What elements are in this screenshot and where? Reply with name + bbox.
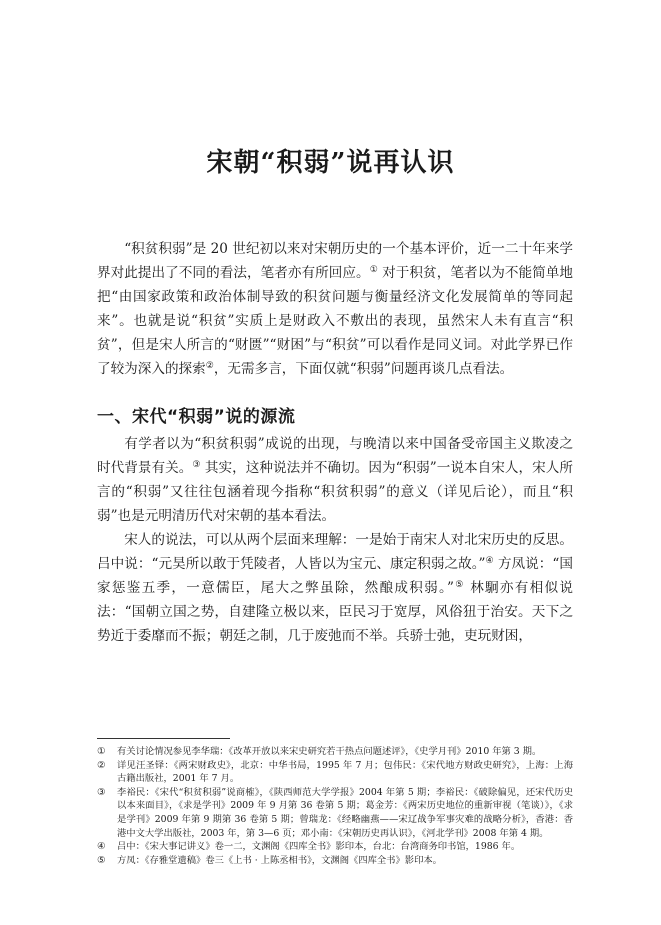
footnote-number: ③	[97, 786, 106, 798]
footnote-ref-2[interactable]: ②	[205, 361, 214, 371]
footnotes	[97, 745, 573, 867]
footnote-number: ②	[97, 759, 106, 771]
footnote-ref-5[interactable]: ⑤	[453, 580, 465, 590]
section-body	[97, 432, 573, 648]
para2-text-2: 方凤说：“国家惩鉴五季，一意儒臣，尾大之弊虽除，然酿成积弱。”	[97, 556, 573, 596]
footnote-item	[97, 854, 573, 868]
footnote-number: ⑤	[97, 854, 106, 866]
footnote-text: 详见汪圣铎：《两宋财政史》，北京：中华书局，1995 年 7 月；包伟民：《宋代地方财政史研究》，上海：上海古籍出版社，2001 年 7 月。	[117, 759, 573, 785]
footnote-divider	[97, 738, 230, 739]
paper-title: 宋朝“积弱”说再认识	[206, 148, 455, 178]
footnote-ref-3[interactable]: ③	[192, 460, 201, 470]
footnote-item	[97, 786, 573, 840]
section-paragraph-2	[97, 528, 573, 648]
intro-text-3: ，无需多言，下面仅就“积弱”问题再谈几点看法。	[213, 361, 514, 377]
para1-text-1: 有学者以为“积贫积弱”成说的出现，与晚清以来中国备受帝国主义欺凌之时代背景有关。	[97, 436, 573, 476]
footnote-text: 有关讨论情况参见李华瑞：《改革开放以来宋史研究若干热点问题述评》，《史学月刊》2010 年第 3 期。	[117, 746, 542, 757]
section-heading: 一、宋代“积弱”说的源流	[97, 407, 296, 427]
footnote-text: 李裕民：《宋代“积贫积弱”说商榷》，《陕西师范大学学报》2004 年第 5 期；李裕民：《破除偏见，还宋代历史以本来面目》，《求是学刊》2009 年 9 月第 36 卷第 5 期；葛金芳：《两宋历史地位的重新审视（笔谈）》，《求是学刊》2009 年第 9 期第 36 卷第 5 期；曾瑞龙：《经略幽燕——宋辽战争军事灾难的战略分析》，香港：香港中文大学出版社，2003 年，第 3—6 页；邓小南：《宋朝历史再认识》，《河北学刊》2008 年第 4 期。	[117, 786, 573, 839]
intro-text-2: 对于积贫，笔者以为不能简单地把“由国家政策和政治体制导致的积贫问题与衡量经济文化发展简单的等同起来”。也就是说“积贫”实质上是财政入不敷出的表现，虽然宋人未有直言“积贫”，但是宋人所言的“财匮”“财困”与“积贫”可以看作是同义词。对此学界已作了较为深入的探索	[97, 265, 573, 377]
section-paragraph-1	[97, 432, 573, 528]
footnote-text: 吕中：《宋大事记讲义》卷一二，文渊阁《四库全书》影印本，台北：台湾商务印书馆，1986 年。	[117, 841, 521, 853]
footnote-item	[97, 745, 573, 759]
intro-section	[97, 237, 573, 381]
intro-text-1: “积贫积弱”是 20 世纪初以来对宋朝历史的一个基本评价，近一二十年来学界对此提出了不同的看法，笔者亦有所回应。	[97, 241, 573, 281]
footnote-number: ①	[97, 746, 106, 757]
para1-text-2: 其实，这种说法并不确切。因为“积弱”一说本自宋人，宋人所言的“积弱”又往往包涵着现今指称“积贫积弱”的意义（详见后论），而且“积弱”也是元明清历代对宋朝的基本看法。	[97, 460, 574, 524]
footnote-text: 方凤：《存雅堂遗稿》卷三《上书 · 上陈丞相书》，文渊阁《四库全书》影印本。	[117, 854, 442, 866]
footnote-number: ④	[97, 841, 106, 853]
intro-paragraph	[97, 237, 573, 381]
footnote-item	[97, 759, 573, 786]
para2-text-1: 宋人的说法，可以从两个层面来理解：一是始于南宋人对北宋历史的反思。吕中说：“元昊所以敢于凭陵者，人皆以为宝元、康定积弱之故。”	[97, 532, 573, 572]
footnote-item	[97, 840, 573, 854]
footnote-ref-4[interactable]: ④	[485, 556, 494, 566]
para2-text-3: 林駉亦有相似说法：“国朝立国之势，自建隆立极以来，臣民习于宽厚，风俗狃于治安。天下之势近于委靡而不振；朝廷之制，几于废弛而不举。兵骄士弛，吏玩财困，	[97, 580, 573, 644]
footnote-ref-1[interactable]: ①	[369, 265, 378, 275]
